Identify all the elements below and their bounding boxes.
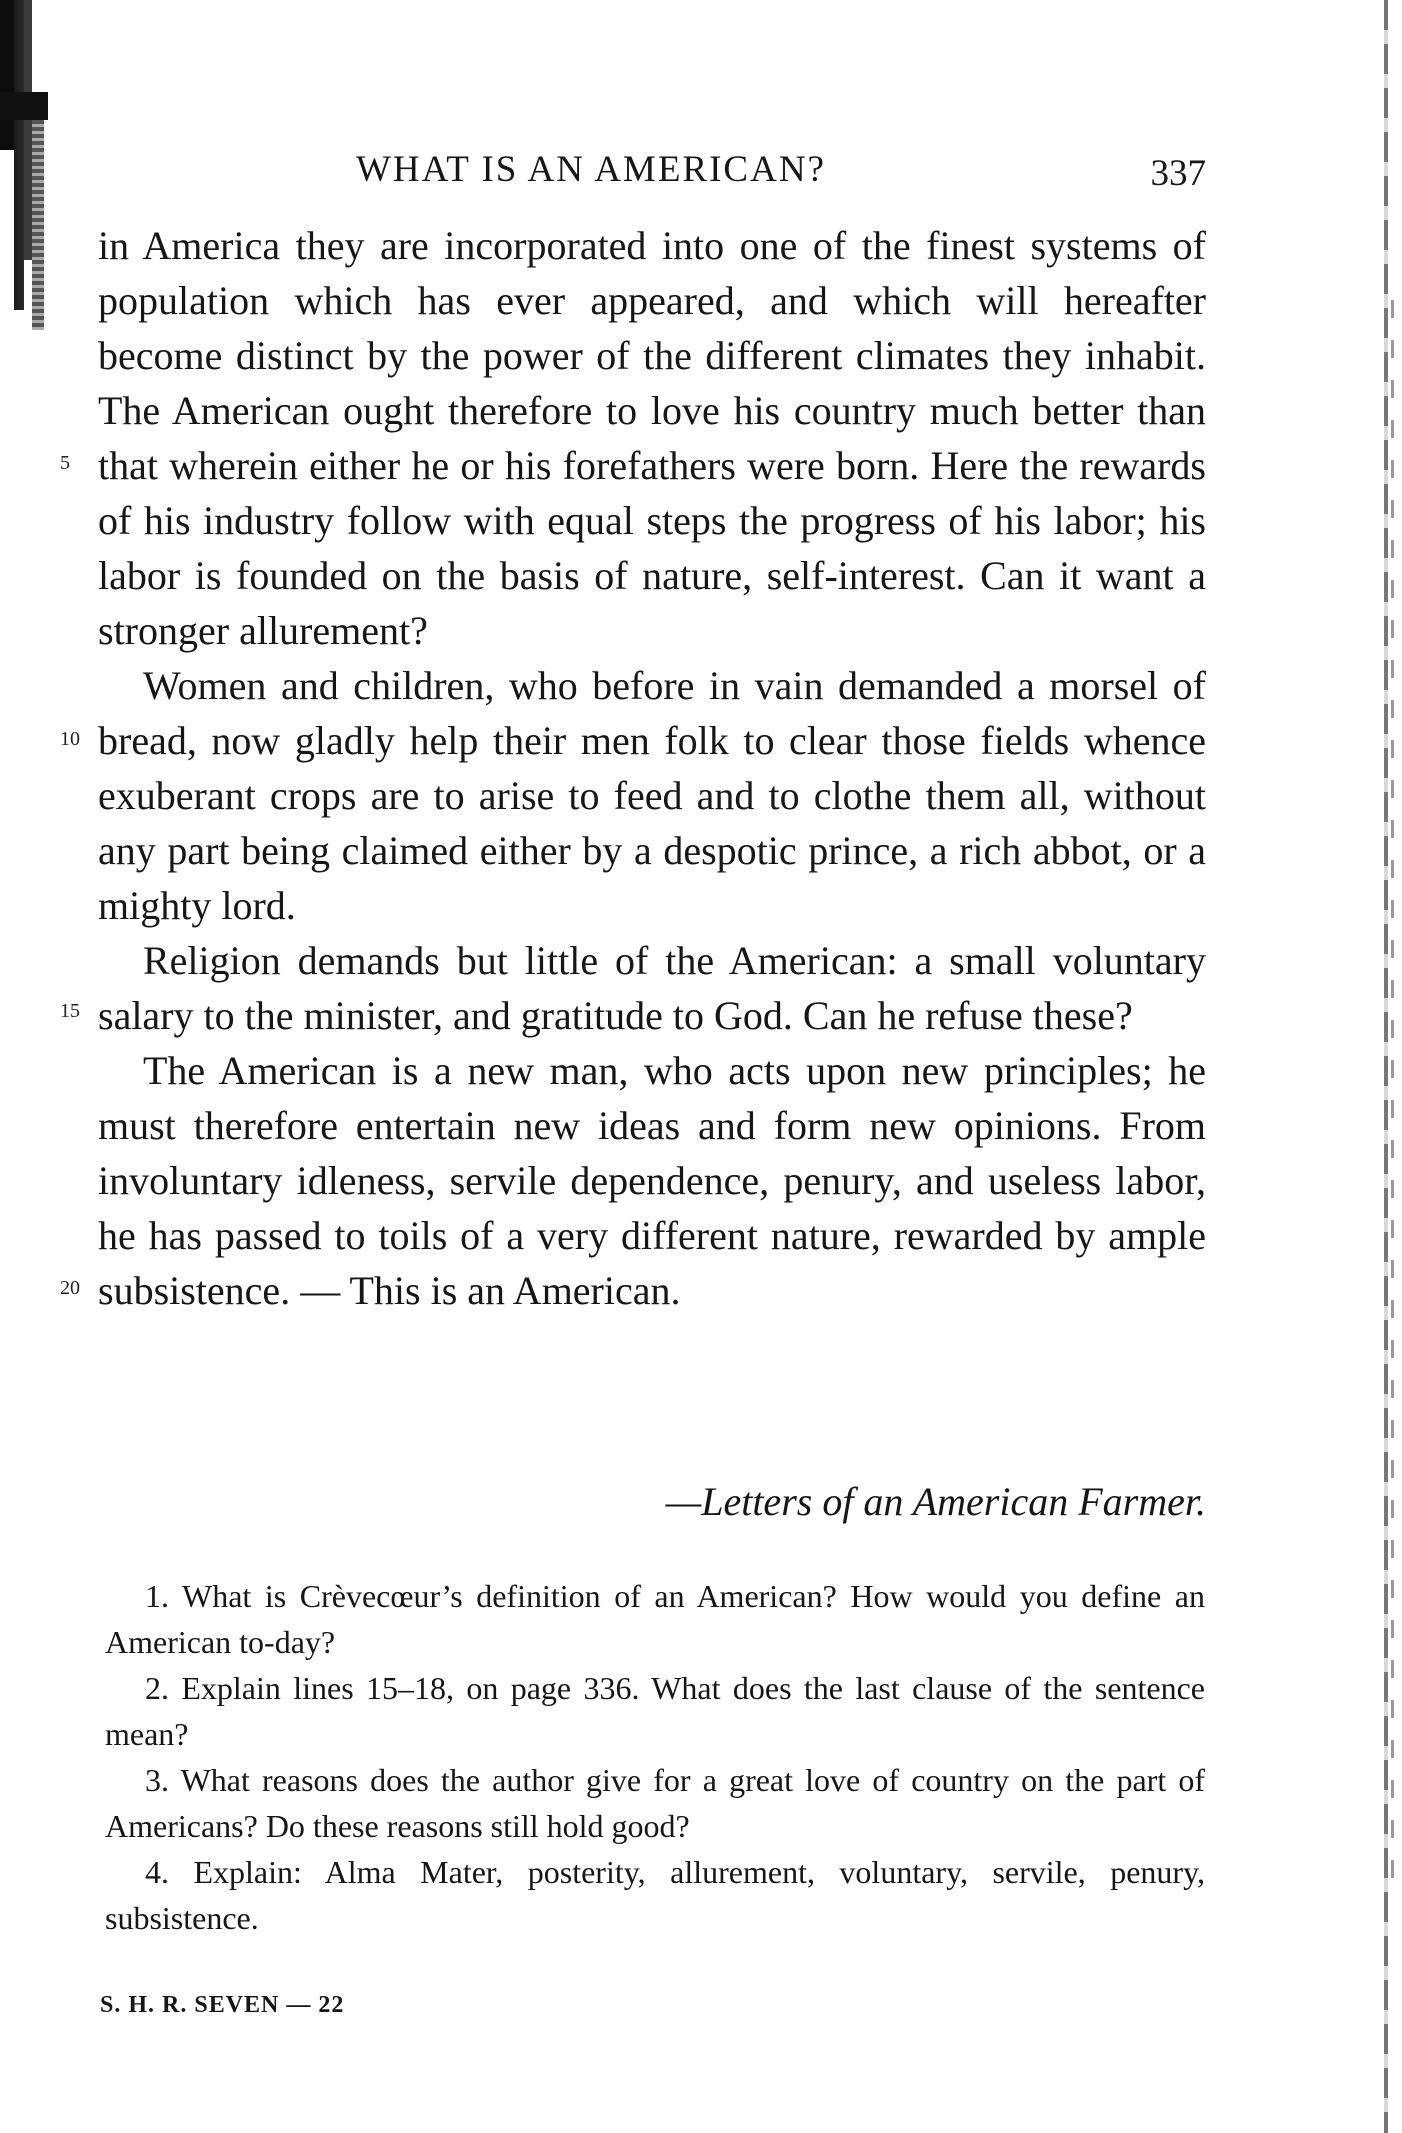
question-item: 2. Explain lines 15–18, on page 336. What does the last clause of the sentence mean?: [105, 1670, 1205, 1752]
question-item: 3. What reasons does the author give for a great love of country on the part of Americans? Do these reasons still hold good?: [105, 1762, 1205, 1844]
question-item: 1. What is Crèvecœur’s definition of an American? How would you define an American to-day?: [105, 1578, 1205, 1660]
page-header: [98, 148, 1206, 204]
paragraph: The American is a new man, who acts upon new principles; he must therefore entertain new ideas and form new opinions. From involuntary idleness, servile dependence, penury, and useless labor, he has passed to toils of a very different nature, rewarded by ample subsistence. — This is an American.: [98, 1048, 1206, 1313]
line-number: 20: [60, 1277, 80, 1299]
attribution: —Letters of an American Farmer.: [665, 1479, 1206, 1524]
scan-binding-shadow: [0, 92, 48, 120]
paragraph: Religion demands but little of the American: a small voluntary salary to the minister, and gratitude to God. Can he refuse these?: [98, 938, 1206, 1038]
scan-page-edge: [1391, 300, 1394, 1900]
scan-page-edge: [1384, 0, 1388, 2133]
study-questions: [105, 1573, 1205, 1941]
running-title: WHAT IS AN AMERICAN?: [356, 149, 826, 190]
line-number: 15: [60, 1000, 80, 1022]
body-text: [98, 218, 1206, 1318]
paragraph: Women and children, who before in vain demanded a morsel of bread, now gladly help their men folk to clear those fields whence exuberant crops are to arise to feed and to clothe them all, without any part being claimed either by a despotic prince, a rich abbot, or a mighty lord.: [98, 663, 1206, 928]
question-item: 4. Explain: Alma Mater, posterity, allurement, voluntary, servile, penury, subsistence.: [105, 1854, 1205, 1936]
scan-binding-shadow: [0, 0, 14, 150]
printer-signature: S. H. R. SEVEN — 22: [100, 1992, 345, 2018]
scan-binding-shadow: [32, 120, 44, 330]
page-number: 337: [1150, 153, 1206, 194]
scan-binding-shadow: [24, 0, 32, 260]
line-number: 10: [60, 728, 80, 750]
line-number: 5: [60, 452, 70, 474]
paragraph: in America they are incorporated into one of the finest systems of population which has ever appeared, and which will hereafter become distinct by the power of the different climates they inhabit. The American ought therefore to love his country much better than that wherein either he or his forefathers were born. Here the rewards of his industry follow with equal steps the progress of his labor; his labor is founded on the basis of nature, self-interest. Can it want a stronger allurement?: [98, 223, 1206, 653]
scan-binding-shadow: [14, 0, 24, 310]
